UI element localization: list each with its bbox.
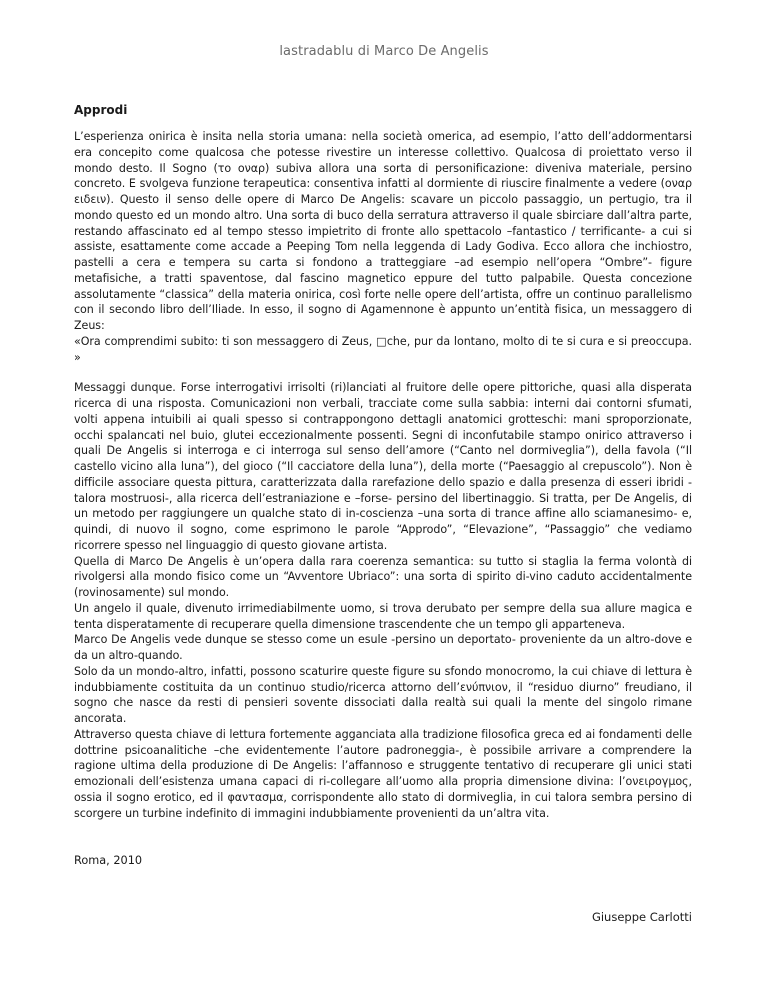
place-date: Roma, 2010 xyxy=(74,854,143,867)
author-signature: Giuseppe Carlotti xyxy=(591,910,692,924)
running-header: lastradablu di Marco De Angelis xyxy=(279,44,489,59)
paragraph: Messaggi dunque. Forse interrogativi irrisolti (ri)lanciati al fruitore delle opere pittoriche, quasi alla disperata ricerca di una risposta. Comunicazioni non verbali, tracciate come sulla sabbia: interni dai contorni sfumati, volti appena intuibili ai quali spesso si contrappongono dettagli anatomici grotteschi: mani sproporzionate, occhi spalancati nel buio, glutei eccezionalmente possenti. Segni di inconfutabile stampo onirico attraverso i quali De Angelis si interroga e ci interroga sul senso dell’amore (“Canto nel dormiveglia”), della favola (“Il castello vicino alla luna”), del gioco (“Il cacciatore della luna”), della morte (“Paesaggio al crepuscolo”). Non è difficile associare questa pittura, caratterizzata dalla rarefazione dello spazio e dalla presenza di esseri ibridi -talora mostruosi-, alla ricerca dell’estraniazione e –forse- persino del libertinaggio. Si tratta, per De Angelis, di un metodo per raggiungere un qualche stato di in-coscienza –una sorta di trance affine allo sciamanesimo- e, quindi, di nuovo il sogno, come esprimono le parole “Approdo”, “Elevazione”, “Passaggio” che vediamo ricorrere spesso nel linguaggio di questo giovane artista. xyxy=(74,381,692,552)
paragraph: Quella di Marco De Angelis è un’opera dalla rara coerenza semantica: su tutto si staglia la ferma volontà di rivolgersi alla mondo fisico come un “Avventore Ubriaco”: una sorta di spirito di-vino caduto accidentalmente (rovinosamente) sul mondo. xyxy=(74,554,692,599)
paragraph-gap xyxy=(74,365,692,380)
section-title: Approdi xyxy=(74,103,128,117)
paragraph: Un angelo il quale, divenuto irrimediabilmente uomo, si trova derubato per sempre della sua allure magica e tenta disperatamente di recuperare quella dimensione trascendente che un tempo gli apparteneva. xyxy=(74,601,692,631)
article-body xyxy=(74,103,692,821)
paragraph: Marco De Angelis vede dunque se stesso come un esule -persino un deportato- proveniente da un altro-dove e da un altro-quando. xyxy=(74,633,692,662)
paragraph: Solo da un mondo-altro, infatti, possono scaturire queste figure su sfondo monocromo, la cui chiave di lettura è indubbiamente costituita da un continuo studio/ricerca attorno dell’ενύπνιον, il “residuo diurno” freudiano, il sogno che nasce da resti di pensieri sovente dissociati dalla realtà sui quali la mente del singolo rimane ancorata. xyxy=(74,664,692,725)
quote-paragraph: «Ora comprendimi subito: ti son messaggero di Zeus, □che, pur da lontano, molto di te si cura e si preoccupa. » xyxy=(74,334,692,364)
paragraph: Attraverso questa chiave di lettura fortemente agganciata alla tradizione filosofica greca ed ai fondamenti delle dottrine psicoanalitiche –che evidentemente l’autore padroneggia-, è possibile arrivare a comprendere la ragione ultima della produzione di De Angelis: l’affannoso e struggente tentativo di recuperare gli unici stati emozionali dell’esistenza umana capaci di ri-collegare all’uomo alla propria dimensione divina: l’ονειρογμος, ossia il sogno erotico, ed il φαντασμα, corrispondente allo stato di dormiveglia, in cui talora sembra persino di scorgere un turbine indefinito di immagini indubbiamente provenienti da un’altra vita. xyxy=(74,727,692,820)
paragraph: L’esperienza onirica è insita nella storia umana: nella società omerica, ad esempio, l’atto dell’addormentarsi era concepito come qualcosa che potesse rivestire un interesse collettivo. Qualcosa di proiettato verso il mondo desto. Il Sogno (το οναρ) subiva allora una sorta di personificazione: diveniva materiale, persino concreto. E svolgeva funzione terapeutica: consentiva infatti al dormiente di riuscire finalmente a vedere (οναρ ειδειν). Questo il senso delle opere di Marco De Angelis: scavare un piccolo passaggio, un pertugio, tra il mondo questo ed un mondo altro. Una sorta di buco della serratura attraverso il quale sbirciare dall’altra parte, restando affascinato ed al tempo stesso impietrito di fronte allo spettacolo –fantastico / terrificante- a cui si assiste, esattamente come accade a Peeping Tom nella leggenda di Lady Godiva. Ecco allora che inchiostro, pastelli a cera e tempera su carta si fondono a tratteggiare –ad esempio nell’opera “Ombre”- figure metafisiche, a tratti spaventose, dal fascino magnetico eppure del tutto palpabile. Questa concezione assolutamente “classica” della materia onirica, così forte nelle opere dell’artista, offre un continuo parallelismo con il secondo libro dell’Iliade. In esso, il sogno di Agamennone è appunto un’entità fisica, un messaggero di Zeus: xyxy=(74,130,692,332)
